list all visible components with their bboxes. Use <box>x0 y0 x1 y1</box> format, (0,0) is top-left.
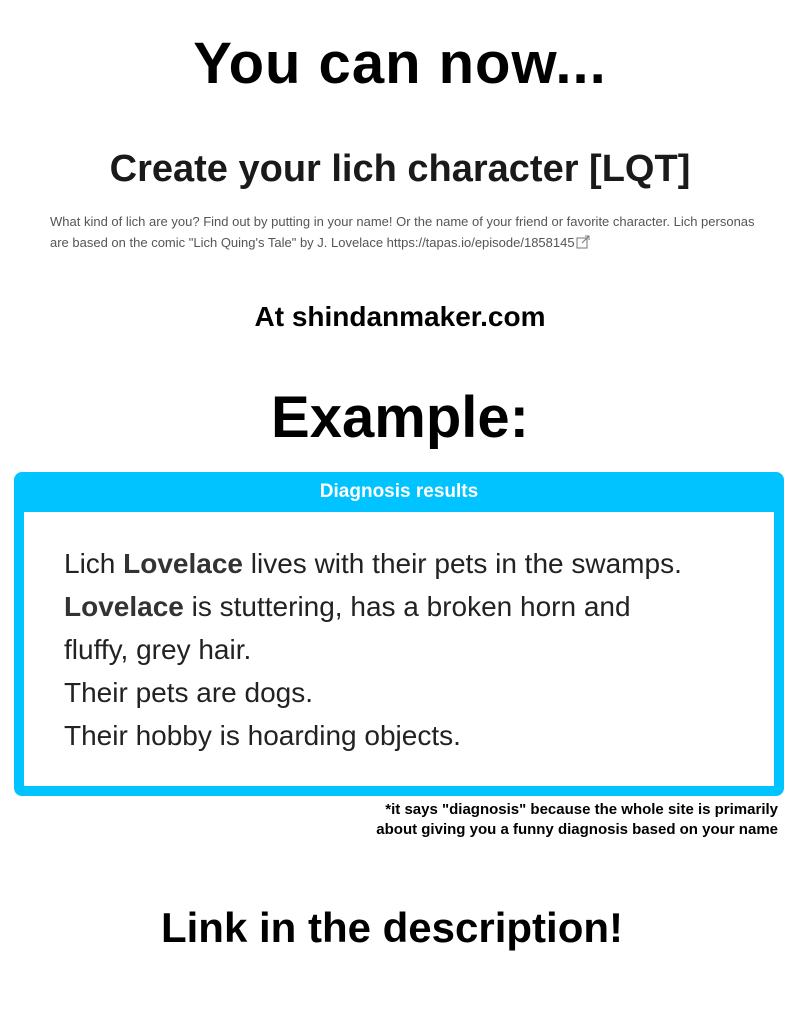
result-line-4: Their pets are dogs. <box>64 677 314 708</box>
result-name: Lovelace <box>64 591 184 622</box>
quiz-description <box>50 211 760 255</box>
result-line-5: Their hobby is hoarding objects. <box>64 720 461 751</box>
diagnosis-results-body <box>24 512 774 786</box>
result-name: Lovelace <box>123 548 244 579</box>
link-in-description: Link in the description! <box>160 904 624 951</box>
footnote-line-1: *it says "diagnosis" because the whole site is primarily <box>385 801 778 818</box>
footnote-line-2: about giving you a funny diagnosis based on your name <box>376 821 778 838</box>
example-heading: Example: <box>271 385 529 450</box>
site-line: At shindanmaker.com <box>254 301 546 332</box>
diagnosis-results-panel <box>14 472 784 796</box>
external-link-icon[interactable] <box>576 234 590 255</box>
result-line-1-prefix: Lich <box>64 548 124 579</box>
result-line-3: fluffy, grey hair. <box>64 634 252 665</box>
diagnosis-results-header: Diagnosis results <box>319 481 479 502</box>
quiz-title[interactable]: Create your lich character [LQT] <box>109 148 691 190</box>
quiz-description-text: What kind of lich are you? Find out by putting in your name! Or the name of your friend or favorite character. Lich personas are based on the comic "Lich Quing's Tale" by J. Lovelace https://tapas.io/episode/1858145 <box>50 214 755 250</box>
result-line-1-suffix: lives with their pets in the swamps. <box>243 548 682 579</box>
footnote <box>258 800 778 840</box>
headline-you-can-now: You can now... <box>193 31 607 96</box>
result-line-1 <box>64 542 754 585</box>
result-line-2-suffix: is stuttering, has a broken horn and <box>183 591 631 622</box>
result-line-2 <box>64 585 754 628</box>
